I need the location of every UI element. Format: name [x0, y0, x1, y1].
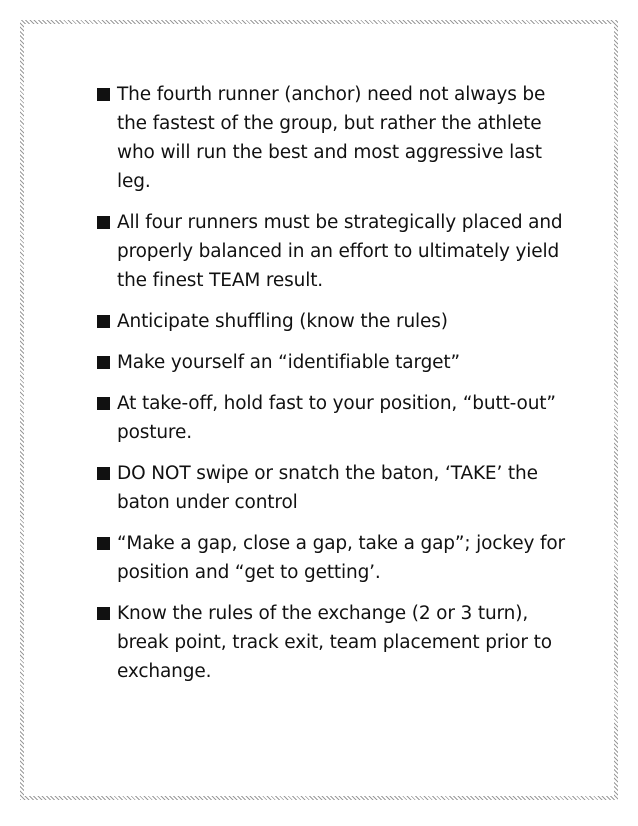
list-item — [90, 208, 575, 295]
square-bullet-icon — [97, 397, 110, 410]
list-item — [90, 348, 575, 377]
list-item — [90, 307, 575, 336]
bullet-text: Know the rules of the exchange (2 or 3 turn), break point, track exit, team placement prior to exchange. — [117, 603, 552, 682]
list-item — [90, 599, 575, 686]
square-bullet-icon — [97, 467, 110, 480]
square-bullet-icon — [97, 216, 110, 229]
bullet-text: The fourth runner (anchor) need not always be the fastest of the group, but rather the athlete who will run the best and most aggressive last leg. — [117, 84, 546, 192]
bullet-text: Make yourself an “identifiable target” — [117, 352, 460, 373]
list-item — [90, 459, 575, 517]
bullet-text: At take-off, hold fast to your position, “butt-out” posture. — [117, 393, 556, 443]
square-bullet-icon — [97, 315, 110, 328]
square-bullet-icon — [97, 537, 110, 550]
list-item — [90, 80, 575, 196]
bullet-text: Anticipate shuffling (know the rules) — [117, 311, 448, 332]
square-bullet-icon — [97, 607, 110, 620]
square-bullet-icon — [97, 88, 110, 101]
bullet-text: “Make a gap, close a gap, take a gap”; jockey for position and “get to getting’. — [117, 533, 565, 583]
list-item — [90, 529, 575, 587]
bullet-text: DO NOT swipe or snatch the baton, ‘TAKE’ the baton under control — [117, 463, 538, 513]
bullet-text: All four runners must be strategically placed and properly balanced in an effort to ultimately yield the finest TEAM result. — [117, 212, 563, 291]
list-item — [90, 389, 575, 447]
bullet-list — [90, 80, 575, 698]
square-bullet-icon — [97, 356, 110, 369]
